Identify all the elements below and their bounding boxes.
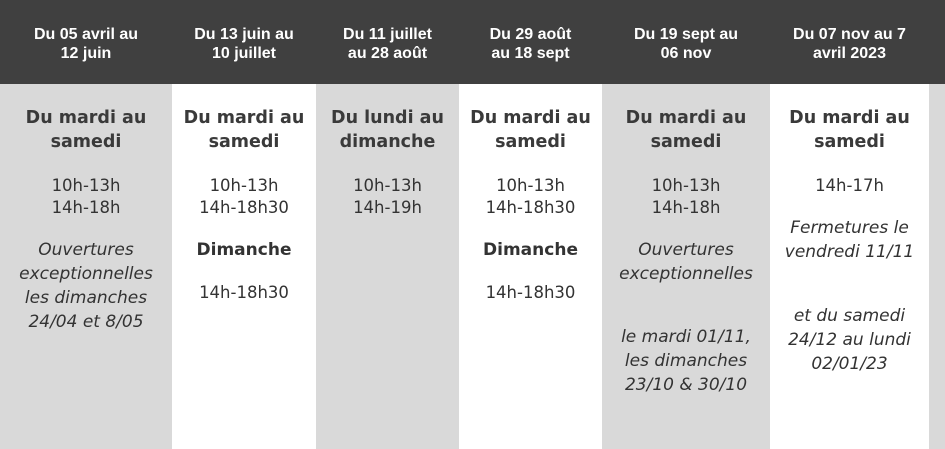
period-header: Du 19 sept au 06 nov xyxy=(633,26,739,62)
period-column xyxy=(0,84,172,449)
open-days: Du mardi au samedi xyxy=(25,108,147,152)
opening-hours: 10h-13h 14h-19h xyxy=(353,176,422,217)
open-days: Du mardi au samedi xyxy=(470,108,591,152)
special-opening-note: Ouvertures exceptionnelles les dimanches 24/04 et 8/05 xyxy=(19,240,153,332)
period-column xyxy=(459,84,602,449)
header-row xyxy=(0,0,945,84)
period-column xyxy=(770,84,929,449)
opening-hours: 10h-13h 14h-18h xyxy=(51,176,121,217)
period-header: Du 11 juillet au 28 août xyxy=(343,26,432,62)
opening-hours: 14h-17h xyxy=(815,176,884,195)
period-header: Du 29 août au 18 sept xyxy=(489,26,572,62)
opening-hours: 10h-13h 14h-18h30 xyxy=(199,176,289,217)
period-header: Du 13 juin au 10 juillet xyxy=(194,26,294,62)
open-days: Du lundi au dimanche xyxy=(331,108,444,152)
sunday-hours: 14h-18h30 xyxy=(485,283,576,302)
sunday-label: Dimanche xyxy=(196,240,292,260)
period-header: Du 05 avril au 12 juin xyxy=(33,26,139,62)
open-days: Du mardi au samedi xyxy=(183,108,305,152)
period-header: Du 07 nov au 7 avril 2023 xyxy=(793,26,906,62)
closure-note: Fermetures le vendredi 11/11 xyxy=(784,218,915,262)
open-days: Du mardi au samedi xyxy=(625,108,747,152)
opening-hours: 10h-13h 14h-18h30 xyxy=(485,176,576,217)
special-opening-dates: le mardi 01/11, les dimanches 23/10 & 30/10 xyxy=(621,327,751,395)
period-column xyxy=(602,84,770,449)
period-column xyxy=(172,84,316,449)
period-column xyxy=(316,84,459,449)
sunday-hours: 14h-18h30 xyxy=(199,283,289,302)
partial-column-edge xyxy=(929,84,945,449)
opening-hours: 10h-13h 14h-18h xyxy=(651,176,721,217)
closure-dates: et du samedi 24/12 au lundi 02/01/23 xyxy=(788,306,911,374)
special-opening-note: Ouvertures exceptionnelles xyxy=(619,240,753,284)
sunday-label: Dimanche xyxy=(483,240,578,260)
open-days: Du mardi au samedi xyxy=(789,108,910,152)
